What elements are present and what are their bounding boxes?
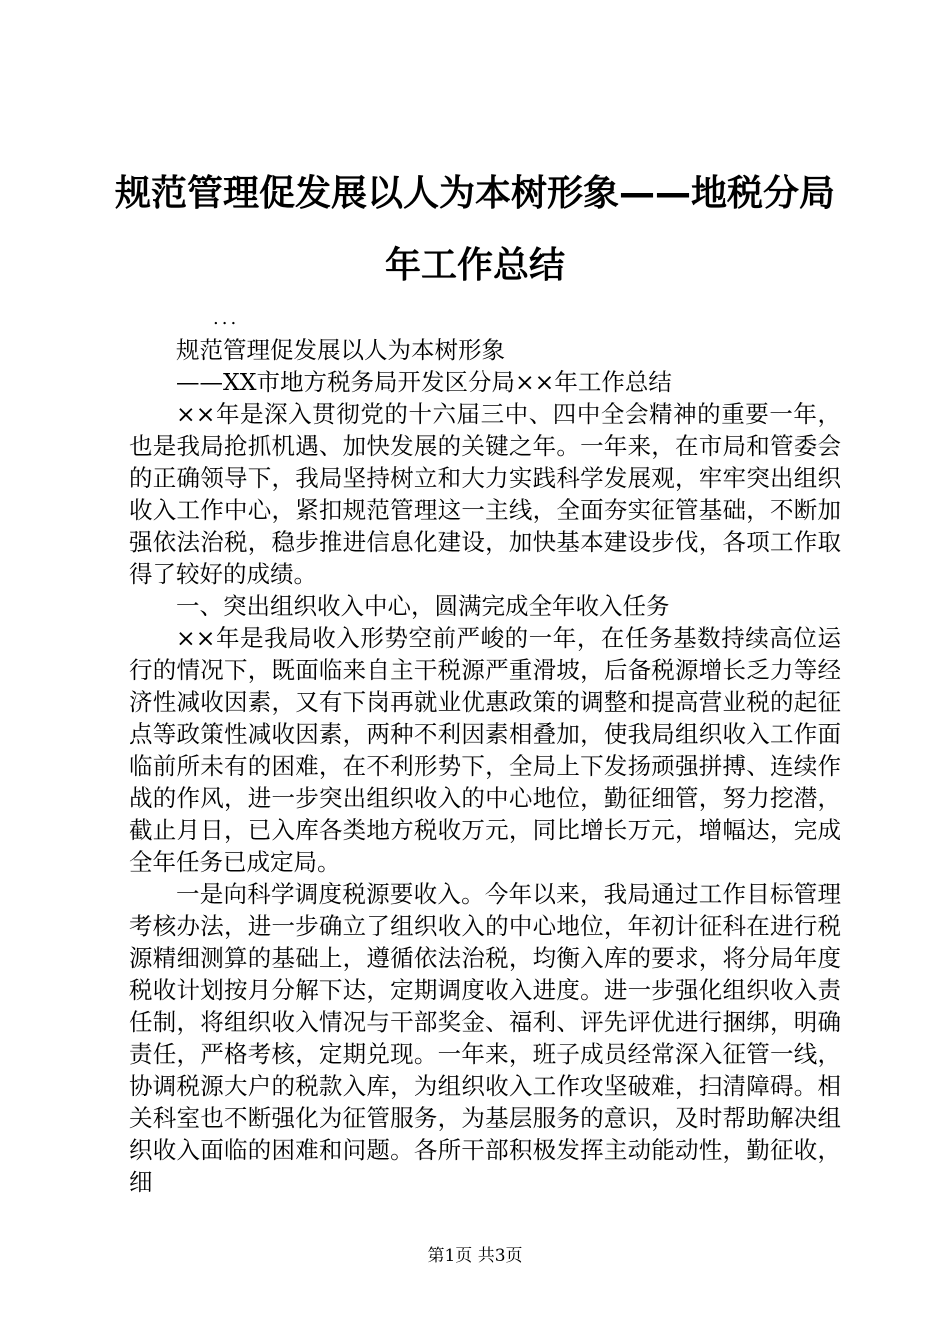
subtitle-line: 规范管理促发展以人为本树形象	[176, 336, 505, 364]
page-number: 第1页 共3页	[427, 1246, 523, 1266]
ellipsis-marker: ...	[213, 308, 240, 329]
document-title	[100, 158, 850, 302]
subtitle-source-line: ——XX市地方税务局开发区分局××年工作总结	[176, 368, 672, 396]
intro-paragraph: ××年是深入贯彻党的十六届三中、四中全会精神的重要一年，也是我局抢抓机遇、加快发展的关键之年。一年来，在市局和管委会的正确领导下，我局坚持树立和大力实践科学发展观，牢牢突出组织收入工作中心，紧扣规范管理这一主线，全面夯实征管基础，不断加强依法治税，稳步推进信息化建设，加快基本建设步伐，各项工作取得了较好的成绩。	[129, 400, 841, 588]
section-1-point-1-paragraph: 一是向科学调度税源要收入。今年以来，我局通过工作目标管理考核办法，进一步确立了组织收入的中心地位，年初计征科在进行税源精细测算的基础上，遵循依法治税，均衡入库的要求，将分局年度税收计划按月分解下达，定期调度收入进度。进一步强化组织收入责任制，将组织收入情况与干部奖金、福利、评先评优进行捆绑，明确责任，严格考核，定期兑现。一年来，班子成员经常深入征管一线，协调税源大户的税款入库，为组织收入工作攻坚破难，扫清障碍。相关科室也不断强化为征管服务，为基层服务的意识，及时帮助解决组织收入面临的困难和问题。各所干部积极发挥主动能动性，勤征收，细	[129, 880, 841, 1196]
document-title-line-2: 年工作总结	[384, 245, 565, 286]
section-heading-1: 一、突出组织收入中心，圆满完成全年收入任务	[176, 592, 670, 620]
document-title-line-1: 规范管理促发展以人为本树形象——地税分局	[114, 173, 835, 214]
page-footer	[0, 1244, 950, 1268]
document-body	[129, 304, 841, 1198]
section-1-paragraph: ××年是我局收入形势空前严峻的一年，在任务基数持续高位运行的情况下，既面临来自主干税源严重滑坡，后备税源增长乏力等经济性减收因素，又有下岗再就业优惠政策的调整和提高营业税的起征点等政策性减收因素，两种不利因素相叠加，使我局组织收入工作面临前所未有的困难，在不利形势下，全局上下发扬顽强拼搏、连续作战的作风，进一步突出组织收入的中心地位，勤征细管，努力挖潜，截止月日，已入库各类地方税收万元，同比增长万元，增幅达，完成全年任务已成定局。	[129, 624, 841, 876]
